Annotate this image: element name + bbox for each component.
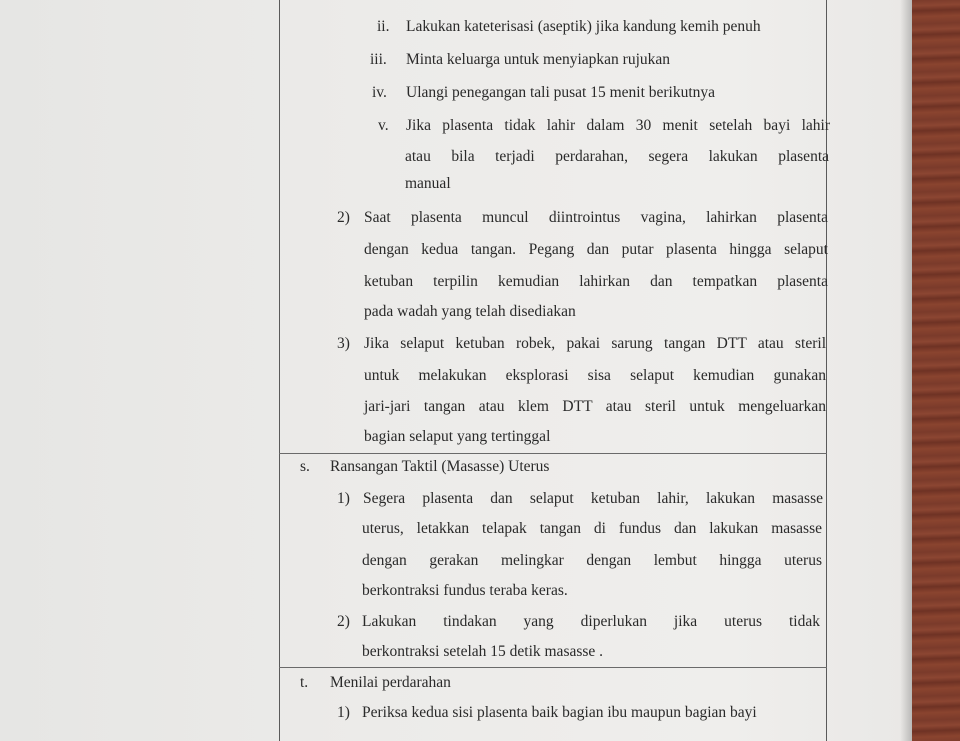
- list-item-text: Minta keluarga untuk menyiapkan rujukan: [406, 51, 671, 68]
- list-marker: ii.: [377, 18, 390, 35]
- list-item-text: atau bila terjadi perdarahan, segera lakukan plasenta: [405, 148, 829, 165]
- table-row-divider-s: [279, 453, 827, 454]
- list-item-text: Jika plasenta tidak lahir dalam 30 menit setelah bayi lahir: [406, 117, 830, 134]
- list-item-text: ketuban terpilin kemudian lahirkan dan tempatkan plasenta: [364, 273, 828, 290]
- table-row-divider-t: [279, 667, 827, 668]
- list-marker: 1): [337, 490, 350, 507]
- list-item-text: dengan kedua tangan. Pegang dan putar plasenta hingga selaput: [364, 241, 828, 258]
- section-heading: Ransangan Taktil (Masasse) Uterus: [330, 458, 550, 475]
- section-heading: Menilai perdarahan: [330, 674, 451, 691]
- list-marker: 1): [337, 704, 350, 721]
- list-marker: v.: [378, 117, 389, 134]
- list-item-text: uterus, letakkan telapak tangan di fundus dan lakukan masasse: [362, 520, 822, 537]
- list-item-text: Segera plasenta dan selaput ketuban lahir, lakukan masasse: [363, 490, 823, 507]
- list-item-text: Jika selaput ketuban robek, pakai sarung tangan DTT atau steril: [364, 335, 826, 352]
- section-marker: s.: [300, 458, 310, 475]
- list-marker: 3): [337, 335, 350, 352]
- table-border-left: [279, 0, 280, 741]
- list-item-text: Lakukan kateterisasi (aseptik) jika kandung kemih penuh: [406, 18, 761, 35]
- list-item-text: Ulangi penegangan tali pusat 15 menit berikutnya: [406, 84, 716, 101]
- list-item-text: dengan gerakan melingkar dengan lembut hingga uterus: [362, 552, 822, 569]
- list-marker: iii.: [370, 51, 387, 68]
- list-item-text: berkontraksi fundus teraba keras.: [362, 582, 568, 599]
- list-item-text: Lakukan tindakan yang diperlukan jika uterus tidak: [362, 613, 820, 630]
- list-item-text: Periksa kedua sisi plasenta baik bagian ibu maupun bagian bayi: [362, 704, 757, 721]
- list-item-text: manual: [405, 175, 451, 192]
- wooden-surface: [912, 0, 960, 741]
- list-item-text: bagian selaput yang tertinggal: [364, 428, 551, 445]
- list-item-text: pada wadah yang telah disediakan: [364, 303, 576, 320]
- section-marker: t.: [300, 674, 309, 691]
- list-marker: 2): [337, 613, 350, 630]
- list-marker: 2): [337, 209, 350, 226]
- list-item-text: berkontraksi setelah 15 detik masasse .: [362, 643, 604, 660]
- list-item-text: Saat plasenta muncul diintrointus vagina, lahirkan plasenta: [364, 209, 828, 226]
- list-item-text: untuk melakukan eksplorasi sisa selaput kemudian gunakan: [364, 367, 826, 384]
- list-marker: iv.: [372, 84, 387, 101]
- table-border-right: [826, 0, 827, 741]
- list-item-text: jari-jari tangan atau klem DTT atau steril untuk mengeluarkan: [364, 398, 826, 415]
